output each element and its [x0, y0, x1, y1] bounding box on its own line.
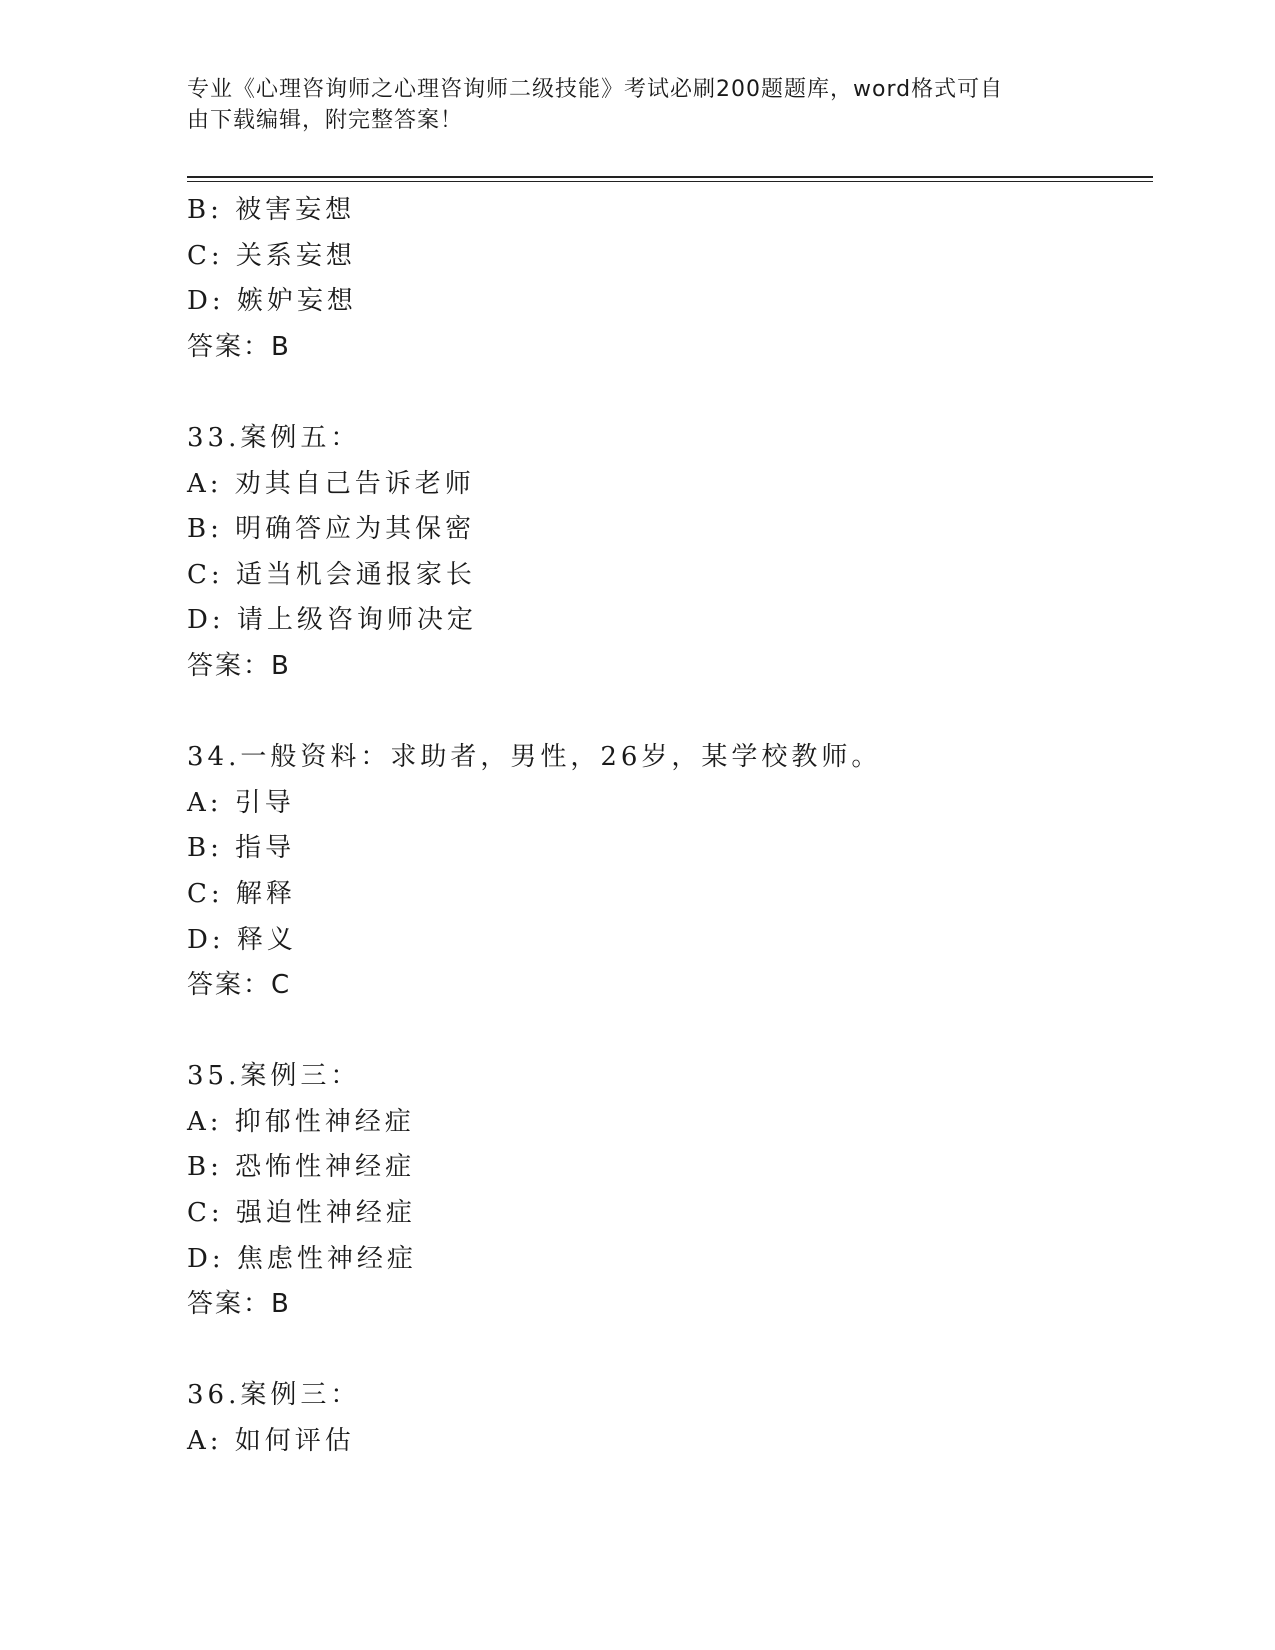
option-d: D: 请上级咨询师决定	[187, 605, 477, 636]
option-b: B: 恐怖性神经症	[187, 1152, 416, 1183]
question-title: 34.一般资料：求助者，男性，26岁，某学校教师。	[187, 742, 882, 773]
question-title: 35.案例三：	[187, 1061, 361, 1092]
spacer	[187, 1009, 1153, 1055]
option-b: B: 指导	[187, 833, 296, 864]
option-a: A: 抑郁性神经症	[187, 1106, 415, 1137]
option-a: A: 如何评估	[187, 1426, 355, 1457]
option-c: C: 关系妄想	[187, 240, 356, 271]
option-b: B: 明确答应为其保密	[187, 514, 476, 545]
header-rule-thin	[187, 181, 1153, 182]
question-36	[187, 1373, 1153, 1464]
document-header	[187, 74, 1067, 136]
option-a: A: 劝其自己告诉老师	[187, 468, 475, 499]
answer: 答案：B	[187, 1289, 291, 1320]
option-d: D: 嫉妒妄想	[187, 286, 357, 317]
option-c: C: 适当机会通报家长	[187, 559, 476, 590]
option-c: C: 强迫性神经症	[187, 1198, 416, 1229]
answer: 答案：B	[187, 650, 291, 681]
question-34	[187, 735, 1153, 1009]
question-32-tail	[187, 188, 1153, 370]
spacer	[187, 1328, 1153, 1374]
option-d: D: 释义	[187, 924, 297, 955]
option-d: D: 焦虑性神经症	[187, 1243, 417, 1274]
option-c: C: 解释	[187, 878, 296, 909]
header-rule-thick	[187, 176, 1153, 178]
answer: 答案：B	[187, 331, 291, 362]
header-line-1: 专业《心理咨询师之心理咨询师二级技能》考试必刷200题题库，word格式可自	[187, 77, 1004, 102]
question-list	[187, 188, 1153, 1465]
question-35	[187, 1054, 1153, 1328]
option-a: A: 引导	[187, 787, 295, 818]
spacer	[187, 690, 1153, 736]
question-title: 36.案例三：	[187, 1380, 361, 1411]
spacer	[187, 370, 1153, 416]
option-b: B: 被害妄想	[187, 195, 356, 225]
question-title: 33.案例五：	[187, 422, 361, 453]
question-33	[187, 416, 1153, 690]
header-line-2: 由下载编辑，附完整答案！	[187, 108, 464, 133]
answer: 答案：C	[187, 970, 292, 1001]
